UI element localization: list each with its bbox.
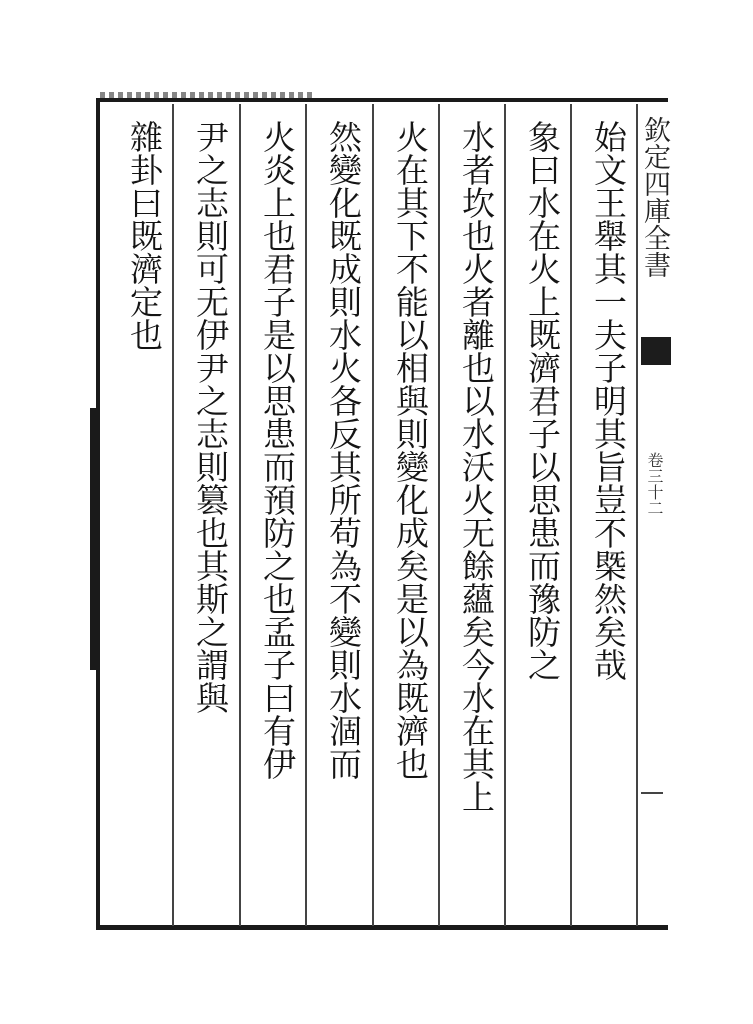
- text-column: 象曰水在火上既濟君子以思患而豫防之: [523, 120, 562, 681]
- text-column: 然變化既成則水火各反其所苟為不變則水涸而: [324, 120, 363, 780]
- book-title: 欽定四庫全書: [639, 116, 670, 278]
- column-rule: [305, 104, 307, 926]
- column-rule: [172, 104, 174, 926]
- text-column: 始文王舉其一夫子明其旨豈不槩然矣哉: [589, 120, 628, 681]
- text-column: 火炎上也君子是以思患而預防之也孟子曰有伊: [258, 120, 297, 780]
- text-column: 雜卦曰既濟定也: [125, 120, 164, 351]
- text-column: 尹之志則可无伊尹之志則篡也其斯之謂與: [191, 120, 230, 714]
- margin-rule: [641, 792, 663, 794]
- column-rule: [438, 104, 440, 926]
- column-rule: [504, 104, 506, 926]
- text-column: 水者坎也火者離也以水沃火无餘蘊矣今水在其上: [457, 120, 496, 813]
- fish-tail-mark: [641, 337, 671, 365]
- binding-tab: [90, 408, 97, 670]
- volume-label: 卷三十二: [645, 452, 664, 516]
- text-column: 火在其下不能以相與則變化成矣是以為既濟也: [391, 120, 430, 780]
- column-rule: [239, 104, 241, 926]
- column-rule: [570, 104, 572, 926]
- column-rule: [372, 104, 374, 926]
